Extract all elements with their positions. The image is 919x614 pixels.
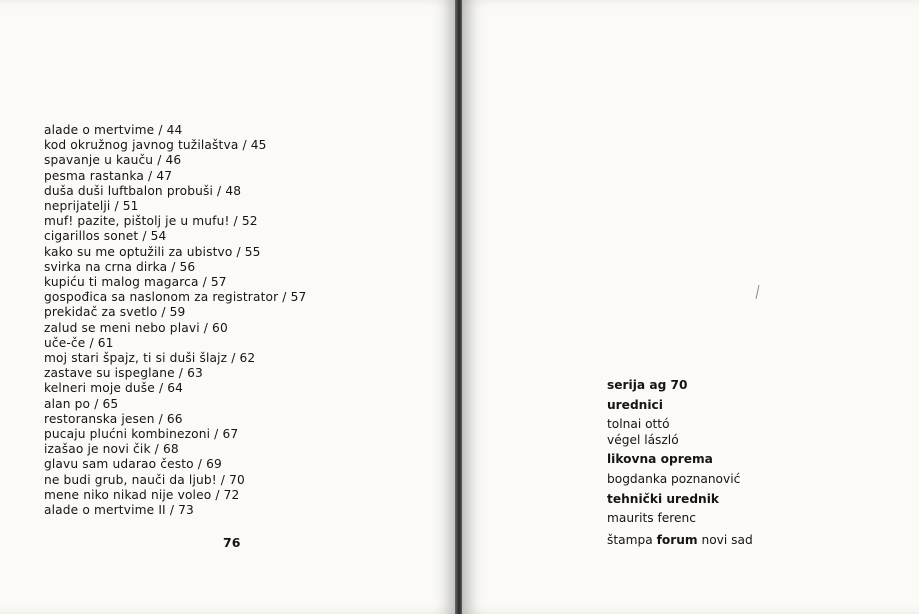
toc-entry: alade o mertvime II / 73: [44, 503, 194, 518]
colophon: [607, 378, 753, 548]
toc-entry: svirka na crna dirka / 56: [44, 259, 196, 274]
toc-entry: izašao je novi čik / 68: [44, 442, 179, 457]
toc-entry: uče-če / 61: [44, 335, 114, 350]
toc-entry: zastave su ispeglane / 63: [44, 366, 203, 381]
toc-entry: ne budi grub, nauči da ljub! / 70: [44, 472, 245, 487]
toc-entry: alade o mertvime / 44: [44, 123, 183, 137]
toc-entry: glavu sam udarao često / 69: [44, 457, 222, 472]
toc-entry: moj stari špajz, ti si duši šlajz / 62: [44, 351, 256, 366]
toc-entry: kako su me optužili za ubistvo / 55: [44, 244, 261, 259]
toc-entry: neprijatelji / 51: [44, 199, 139, 214]
toc-entry: mene niko nikad nije voleo / 72: [44, 487, 240, 502]
toc-entry: zalud se meni nebo plavi / 60: [44, 320, 228, 335]
tech-editor-label: tehnički urednik: [607, 491, 720, 506]
toc-entry: kupiću ti malog magarca / 57: [44, 275, 227, 290]
art-name: bogdanka poznanović: [607, 471, 741, 486]
toc-entry: pucaju plućni kombinezoni / 67: [44, 427, 239, 442]
printer-line: [607, 533, 753, 549]
left-page: [0, 0, 456, 614]
editor-name: tolnai ottó: [607, 417, 670, 432]
printer-prefix: štampa: [607, 532, 653, 547]
toc-entry: gospođica sa naslonom za registrator / 57: [44, 290, 307, 305]
printer-house: forum: [656, 532, 698, 547]
toc-entry: alan po / 65: [44, 396, 119, 411]
page-number: 76: [223, 535, 241, 550]
toc-entry: pesma rastanka / 47: [44, 168, 173, 183]
toc-entry: restoranska jesen / 66: [44, 411, 183, 426]
editor-name: végel lászló: [607, 432, 679, 447]
art-label: likovna oprema: [607, 452, 713, 467]
toc-entry: kelneri moje duše / 64: [44, 381, 184, 396]
tech-editor-name: maurits ferenc: [607, 511, 696, 526]
editors-label: urednici: [607, 397, 663, 412]
table-of-contents: [44, 123, 306, 518]
toc-entry: kod okružnog javnog tužilaštva / 45: [44, 138, 267, 153]
toc-entry: cigarillos sonet / 54: [44, 229, 167, 244]
toc-entry: duša duši luftbalon probuši / 48: [44, 183, 242, 198]
series-title: serija ag 70: [607, 378, 688, 392]
toc-entry: prekidač za svetlo / 59: [44, 305, 186, 320]
toc-entry: muf! pazite, pištolj je u mufu! / 52: [44, 214, 258, 229]
printer-city: novi sad: [701, 532, 753, 547]
toc-entry: spavanje u kauču / 46: [44, 153, 182, 168]
